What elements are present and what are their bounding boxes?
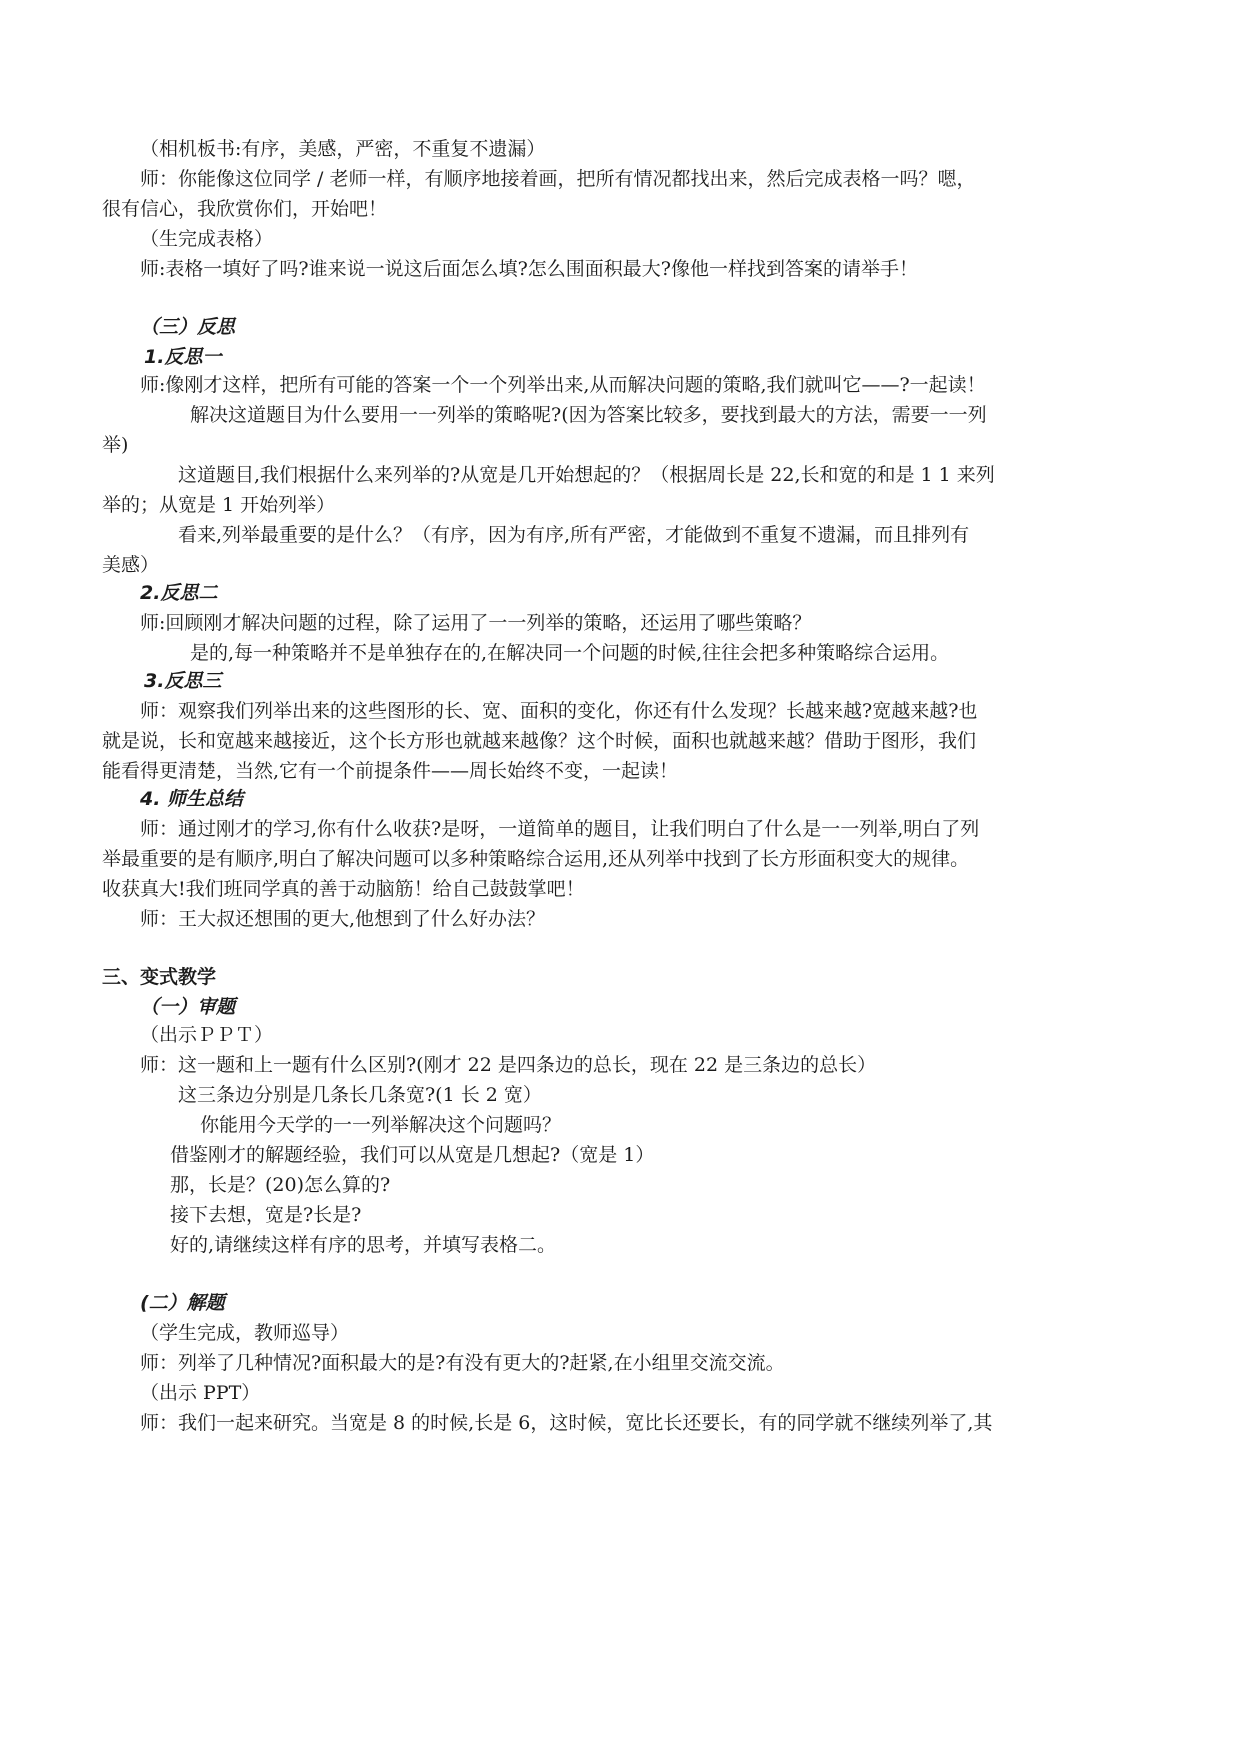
paragraph-line: 这三条边分别是几条长几条宽?(1 长 2 宽）: [178, 1084, 542, 1106]
teacher-line: 师:表格一填好了吗?谁来说一说这后面怎么填?怎么围面积最大?像他一样找到答案的请举手！: [140, 258, 918, 280]
paragraph-line-cont: 能看得更清楚，当然,它有一个前提条件——周长始终不变，一起读！: [102, 760, 679, 782]
paragraph-line: 是的,每一种策略并不是单独存在的,在解决同一个问题的时候,往往会把多种策略综合运用。: [190, 642, 950, 664]
teacher-line: 师:回顾刚才解决问题的过程，除了运用了一一列举的策略，还运用了哪些策略？: [140, 612, 812, 634]
paragraph-line-cont: 就是说，长和宽越来越接近，这个长方形也就越来越像？这个时候，面积也就越来越？借助于图形，我们: [102, 730, 977, 752]
board-note: （相机板书:有序，美感，严密，不重复不遗漏）: [140, 138, 546, 160]
paragraph-line-cont: 美感）: [102, 554, 160, 576]
heading-variant-teaching: 三、变式教学: [102, 966, 217, 988]
teacher-line: 师：观察我们列举出来的这些图形的长、宽、面积的变化，你还有什么发现？长越来越?宽越来越?也: [140, 700, 978, 722]
paragraph-line: 借鉴刚才的解题经验，我们可以从宽是几想起?（宽是 1）: [170, 1144, 655, 1166]
teacher-line: 师：这一题和上一题有什么区别?(刚才 22 是四条边的总长，现在 22 是三条边的总长）: [140, 1054, 877, 1076]
teacher-line: 师：列举了几种情况?面积最大的是?有没有更大的?赶紧,在小组里交流交流。: [140, 1352, 785, 1374]
teacher-line: 师：通过刚才的学习,你有什么收获?是呀，一道简单的题目，让我们明白了什么是一一列举,明白了列: [140, 818, 980, 840]
stage-note: （出示ＰＰＴ）: [140, 1024, 274, 1046]
stage-note: （学生完成，教师巡导）: [140, 1322, 350, 1344]
paragraph-line-cont: 举的；从宽是 1 开始列举）: [102, 494, 336, 516]
paragraph-line: 接下去想，宽是?长是?: [170, 1204, 362, 1226]
paragraph-line: 这道题目,我们根据什么来列举的?从宽是几开始想起的？（根据周长是 22,长和宽的和是 1 1 来列: [178, 464, 995, 486]
heading-reflection: （三）反思: [140, 316, 236, 338]
paragraph-line: 那，长是？(20)怎么算的?: [170, 1174, 391, 1196]
paragraph-line-cont: 举): [102, 434, 129, 456]
subheading-reflection-2: 2.反思二: [140, 582, 218, 604]
stage-note: （出示 PPT）: [140, 1382, 261, 1404]
teacher-line: 师：你能像这位同学 / 老师一样，有顺序地接着画，把所有情况都找出来，然后完成表格一吗？嗯，: [140, 168, 976, 190]
subheading-summary: 4. 师生总结: [140, 788, 244, 810]
subheading-solve: (二）解题: [140, 1292, 225, 1314]
paragraph-line: 解决这道题目为什么要用一一列举的策略呢?(因为答案比较多，要找到最大的方法，需要一一列: [190, 404, 987, 426]
teacher-line: 师：王大叔还想围的更大,他想到了什么好办法？: [140, 908, 546, 930]
teacher-line: 师:像刚才这样，把所有可能的答案一个一个列举出来,从而解决问题的策略,我们就叫它——?一起读！: [140, 374, 986, 396]
subheading-reflection-1: 1.反思一: [144, 346, 222, 368]
paragraph-line: 你能用今天学的一一列举解决这个问题吗？: [200, 1114, 562, 1136]
paragraph-line: 好的,请继续这样有序的思考，并填写表格二。: [170, 1234, 557, 1256]
subheading-reflection-3: 3.反思三: [144, 670, 222, 692]
teacher-line: 师：我们一起来研究。当宽是 8 的时候,长是 6，这时候，宽比长还要长，有的同学就不继续列举了,其: [140, 1412, 993, 1434]
student-note: （生完成表格）: [140, 228, 274, 250]
subheading-review: （一）审题: [140, 996, 236, 1018]
paragraph-line-cont: 收获真大!我们班同学真的善于动脑筋！给自己鼓鼓掌吧！: [102, 878, 585, 900]
paragraph-line-cont: 举最重要的是有顺序,明白了解决问题可以多种策略综合运用,还从列举中找到了长方形面积变大的规律。: [102, 848, 970, 870]
teacher-line-cont: 很有信心，我欣赏你们，开始吧！: [102, 198, 388, 220]
paragraph-line: 看来,列举最重要的是什么？（有序，因为有序,所有严密，才能做到不重复不遗漏，而且排列有: [178, 524, 970, 546]
